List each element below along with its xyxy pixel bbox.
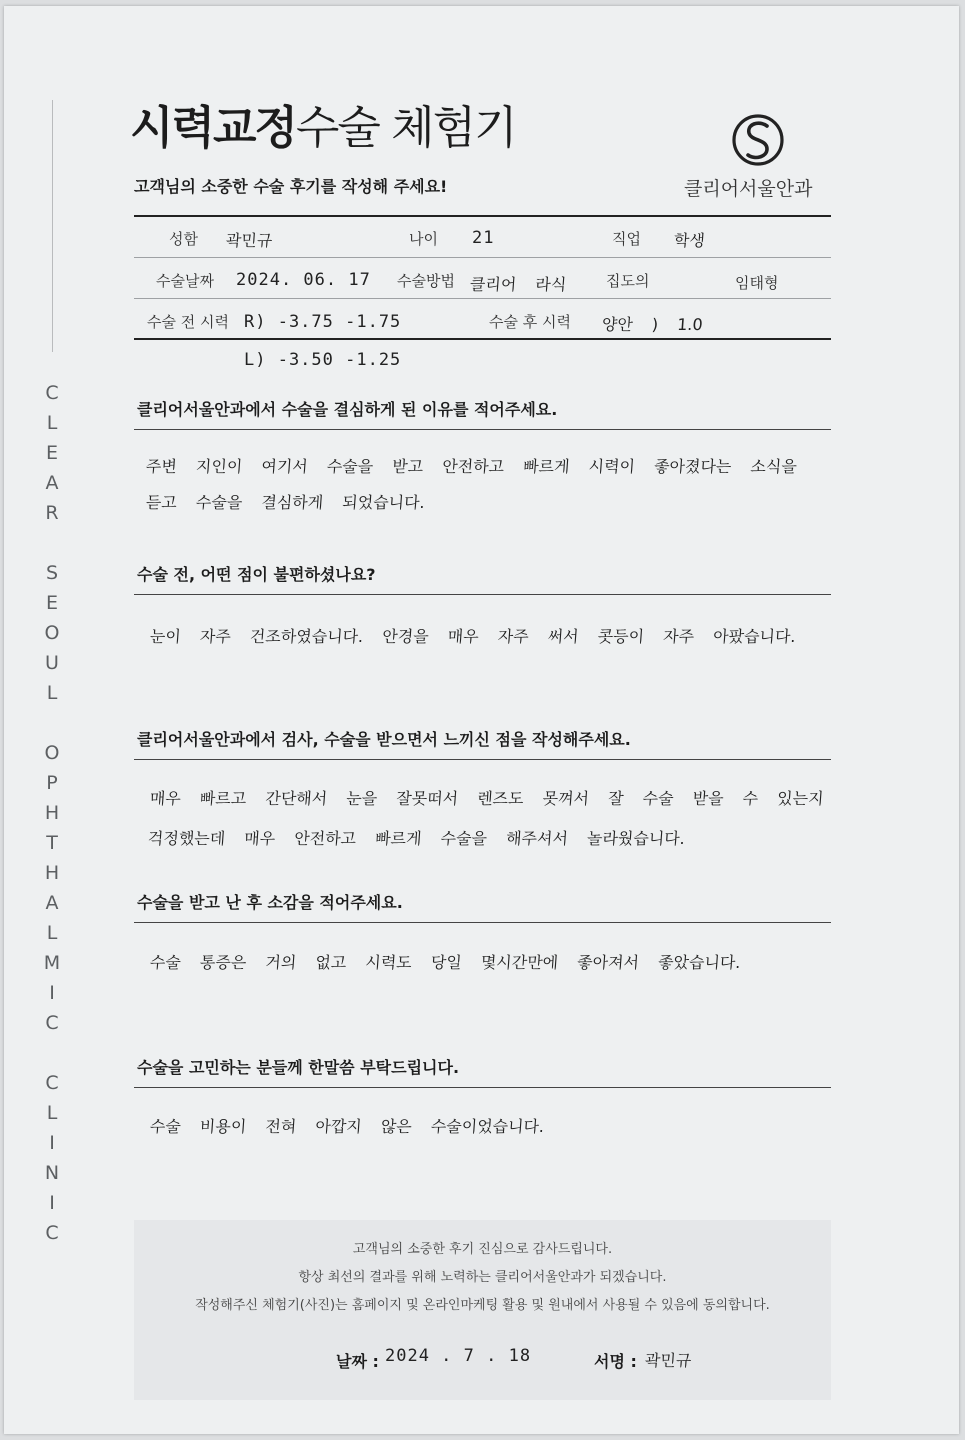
footer-sign-label: 서명 :: [594, 1352, 637, 1371]
answer-line: 듣고 수술을 결심하게 되었습니다.: [145, 493, 426, 512]
pre-vision-label: 수술 전 시력: [147, 313, 229, 331]
clinic-name: 클리어서울안과: [684, 178, 813, 200]
answer-line: 걱정했는데 매우 안전하고 빠르게 수술을 해주셔서 놀라웠습니다.: [147, 829, 686, 848]
post-vision-label: 수술 후 시력: [489, 313, 571, 331]
date-value: 2024. 06. 17: [236, 270, 371, 290]
job-label: 직업: [612, 230, 641, 248]
answer-line: 수술 비용이 전혀 아깝지 않은 수술이었습니다.: [149, 1117, 545, 1136]
answer-line: 수술 통증은 거의 없고 시력도 당일 몇시간만에 좋아져서 좋았습니다.: [149, 953, 742, 972]
question-rule: [134, 1087, 831, 1088]
page-title: [130, 98, 516, 158]
question-rule: [134, 429, 831, 430]
question-discomfort: 수술 전, 어떤 점이 불편하셨나요?: [137, 565, 376, 584]
doctor-label: 집도의: [606, 272, 650, 290]
footer-date-value: 2024 . 7 . 18: [385, 1346, 532, 1366]
age-label: 나이: [409, 230, 438, 248]
side-divider: [52, 100, 53, 352]
job-value: 학생: [673, 231, 706, 250]
name-label: 성함: [169, 230, 198, 248]
post-vision-value: 양안 ) 1.0: [601, 315, 704, 334]
title-light: 수술 체험기: [295, 101, 516, 154]
info-top-rule: [134, 215, 831, 217]
question-rule: [134, 759, 831, 760]
question-advice: 수술을 고민하는 분들께 한말씀 부탁드립니다.: [137, 1058, 460, 1077]
footer-date-label: 날짜 :: [336, 1352, 379, 1371]
footer-sign-value: 곽민규: [644, 1351, 692, 1370]
pre-vision-left: L) -3.50 -1.25: [244, 350, 402, 370]
age-value: 21: [472, 228, 495, 248]
method-value: 클리어 라식: [469, 275, 567, 294]
question-rule: [134, 922, 831, 923]
footer-thanks: 고객님의 소중한 후기 진심으로 감사드립니다.: [352, 1242, 613, 1257]
date-label: 수술날짜: [156, 272, 214, 290]
page-subtitle: 고객님의 소중한 수술 후기를 작성해 주세요!: [134, 177, 448, 196]
survey-sheet: [4, 6, 959, 1434]
doctor-value: 임태형: [735, 274, 779, 292]
info-row-divider: [134, 257, 831, 258]
method-label: 수술방법: [397, 272, 455, 290]
name-value: 곽민규: [225, 231, 273, 250]
clinic-logo-icon: [730, 109, 786, 171]
pre-vision-right: R) -3.75 -1.75: [244, 312, 402, 332]
info-row-divider: [134, 298, 831, 299]
answer-line: 매우 빠르고 간단해서 눈을 잘못떠서 렌즈도 못껴서 잘 수술 받을 수 있는지: [149, 789, 825, 808]
side-clinic-text: CLEAR SEOUL OPHTHALMIC CLINIC: [41, 382, 63, 1252]
question-rule: [134, 594, 831, 595]
question-reason: 클리어서울안과에서 수술을 결심하게 된 이유를 적어주세요.: [137, 400, 558, 419]
answer-line: 주변 지인이 여기서 수술을 받고 안전하고 빠르게 시력이 좋아졌다는 소식을: [145, 457, 798, 476]
answer-line: 눈이 자주 건조하였습니다. 안경을 매우 자주 써서 콧등이 자주 아팠습니다.: [149, 627, 797, 646]
title-bold: 시력교정: [130, 101, 296, 154]
question-after: 수술을 받고 난 후 소감을 적어주세요.: [137, 893, 403, 912]
footer-consent: 작성해주신 체험기(사진)는 홈페이지 및 온라인마케팅 활용 및 원내에서 사용될 수 있음에 동의합니다.: [195, 1298, 770, 1313]
question-impression: 클리어서울안과에서 검사, 수술을 받으면서 느끼신 점을 작성해주세요.: [137, 730, 631, 749]
footer-promise: 항상 최선의 결과를 위해 노력하는 클리어서울안과가 되겠습니다.: [298, 1270, 667, 1285]
info-rule: [134, 338, 831, 340]
